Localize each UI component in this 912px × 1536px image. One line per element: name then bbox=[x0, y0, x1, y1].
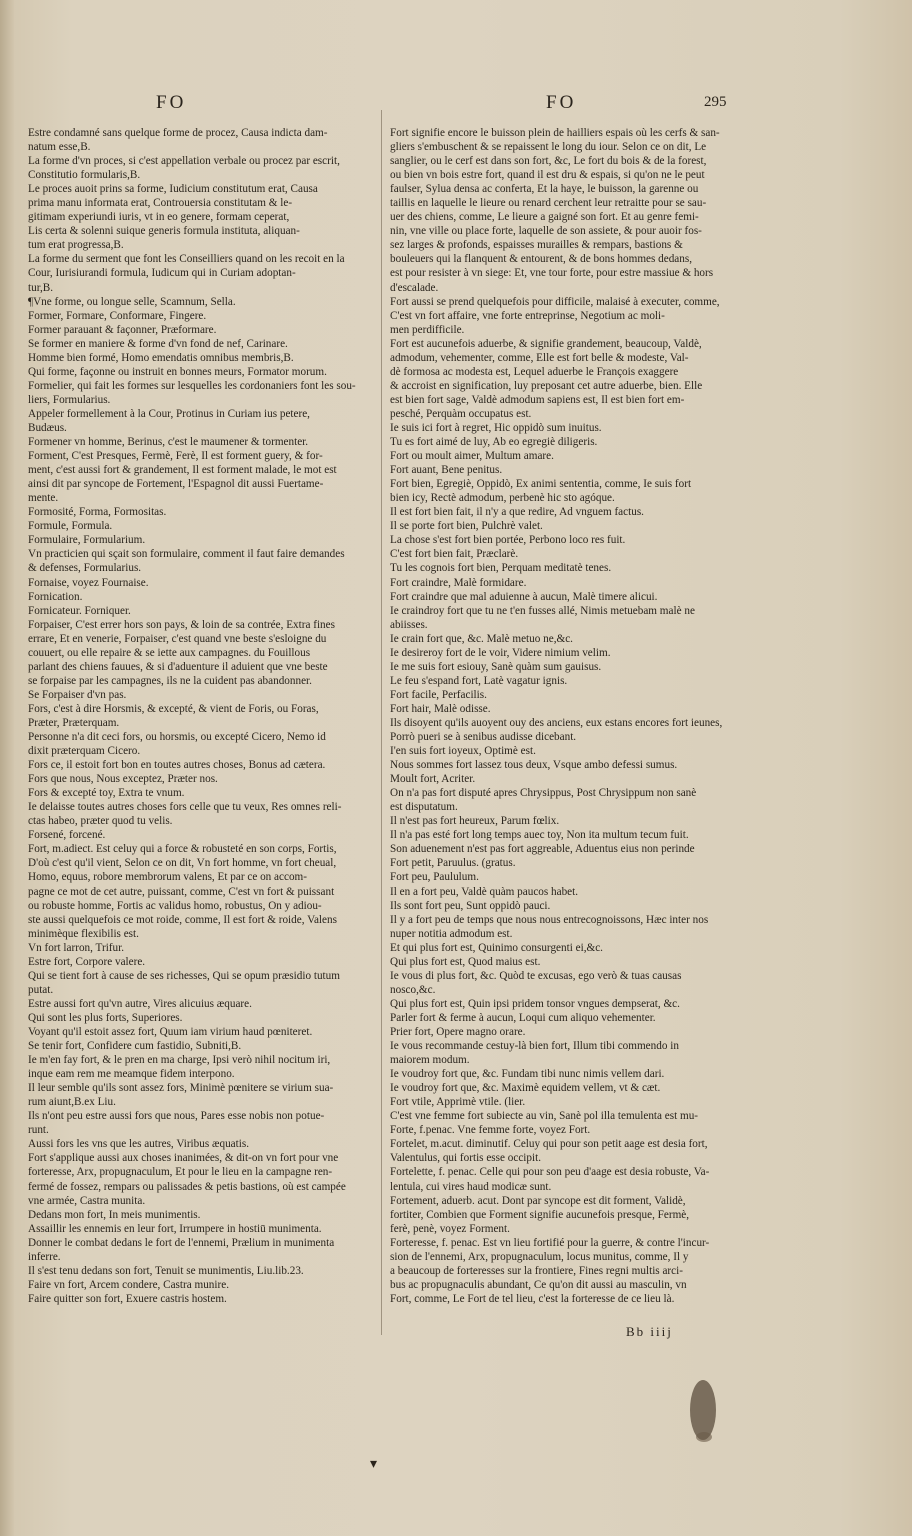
text-line: Præter, Præterquam. bbox=[28, 716, 120, 729]
text-line: C'est fort bien fait, Præclarè. bbox=[390, 548, 519, 561]
text-line: Ie craindroy fort que tu ne t'en fusses allé, Nimis metuebam malè ne bbox=[390, 604, 695, 617]
text-line: Il s'est tenu dedans son fort, Tenuit se munimentis, Liu.lib.23. bbox=[28, 1264, 304, 1277]
binding-gutter bbox=[0, 0, 14, 1536]
text-line: tum erat progressa,B. bbox=[28, 239, 124, 252]
text-line: errare, Et en venerie, Forpaiser, c'est quand vne beste s'esloigne du bbox=[28, 632, 327, 645]
text-line: Se tenir fort, Confidere cum fastidio, Subniti,B. bbox=[28, 1040, 242, 1053]
text-line: pagne ce mot de cet autre, puissant, comme, C'est vn fort & puissant bbox=[28, 885, 335, 898]
text-line: ctas habeo, præter quod tu velis. bbox=[28, 815, 173, 828]
text-line: Donner le combat dedans le fort de l'ennemi, Prælium in munimenta bbox=[28, 1236, 335, 1249]
text-line: mente. bbox=[28, 492, 59, 505]
text-line: Il est fort bien fait, il n'y a que redire, Ad vnguem factus. bbox=[390, 506, 644, 519]
text-line: Le proces auoit prins sa forme, Iudicium constitutum erat, Causa bbox=[28, 183, 318, 196]
text-line: Ie suis ici fort à regret, Hic oppidò sum inuitus. bbox=[390, 421, 602, 434]
text-line: Appeler formellement à la Cour, Protinus in Curiam ius petere, bbox=[28, 407, 310, 420]
text-line: inferre. bbox=[28, 1250, 61, 1263]
text-line: prima manu informata erat, Controuersia constitutam & le- bbox=[28, 197, 293, 210]
text-line: d'escalade. bbox=[390, 281, 439, 294]
text-line: Ie voudroy fort que, &c. Maximè equidem vellem, vt & cæt. bbox=[390, 1082, 661, 1095]
text-line: Formulaire, Formularium. bbox=[28, 534, 146, 547]
text-line: Dedans mon fort, In meis munimentis. bbox=[28, 1208, 201, 1221]
text-line: Vn practicien qui sçait son formulaire, comment il faut faire demandes bbox=[28, 548, 345, 561]
text-line: Il se porte fort bien, Pulchrè valet. bbox=[390, 520, 543, 533]
text-line: Fort s'applique aussi aux choses inanimées, & dit-on vn fort pour vne bbox=[28, 1152, 339, 1165]
text-line: minimèque flexibilis est. bbox=[28, 927, 139, 940]
text-line: gitimam experiundi iuris, vt in eo genere, formam ceperat, bbox=[28, 211, 290, 224]
text-line: Qui plus fort est, Quin ipsi pridem tonsor vngues dempserat, &c. bbox=[390, 997, 680, 1010]
text-line: Valentulus, qui fortis esse occipit. bbox=[390, 1152, 542, 1165]
text-line: Fort bien, Egregiè, Oppidò, Ex animi sententia, comme, Ie suis fort bbox=[390, 478, 692, 491]
text-line: ment, c'est aussi fort & grandement, Il est forment malade, le mot est bbox=[28, 464, 337, 477]
text-line: Fort petit, Paruulus. (gratus. bbox=[390, 857, 516, 870]
text-line: Forteresse, f. penac. Est vn lieu fortifié pour la guerre, & contre l'incur- bbox=[390, 1236, 710, 1249]
text-line: Qui forme, façonne ou instruit en bonnes meurs, Formator morum. bbox=[28, 365, 327, 378]
text-line: & defenses, Formularius. bbox=[28, 562, 142, 575]
ink-stain bbox=[690, 1380, 716, 1440]
text-line: parlant des chiens fauues, & si d'aduenture il aduient que vne beste bbox=[28, 660, 328, 673]
text-line: ¶Vne forme, ou longue selle, Scamnum, Sella. bbox=[28, 295, 236, 308]
text-line: Le feu s'espand fort, Latè vagatur ignis. bbox=[390, 674, 568, 687]
text-line: Il y a fort peu de temps que nous nous entrecognoissons, Hæc inter nos bbox=[390, 913, 709, 926]
text-line: fortiter, Combien que Forment signifie aucunefois presque, Fermè, bbox=[390, 1208, 690, 1221]
text-line: Fort hair, Malè odisse. bbox=[390, 702, 491, 715]
text-line: Homo, equus, robore membrorum valens, Et par ce on accom- bbox=[28, 871, 307, 884]
text-line: Fort signifie encore le buisson plein de hailliers espais où les cerfs & san- bbox=[390, 127, 720, 139]
text-line: Il en a fort peu, Valdè quàm paucos habet. bbox=[390, 885, 579, 898]
text-line: ou robuste homme, Fortis ac validus homo, robustus, On y adiou- bbox=[28, 899, 322, 912]
text-line: Parler fort & ferme à aucun, Loqui cum aliquo vehementer. bbox=[390, 1011, 656, 1024]
text-line: Ie delaisse toutes autres choses fors celle que tu veux, Res omnes reli- bbox=[28, 801, 342, 814]
text-line: Ils disoyent qu'ils auoyent ouy des anciens, eux estans encores fort ieunes, bbox=[390, 716, 723, 729]
text-line: Fort auant, Bene penitus. bbox=[390, 464, 503, 477]
text-line: Fornication. bbox=[28, 590, 83, 603]
text-line: Faire quitter son fort, Exuere castris hostem. bbox=[28, 1292, 227, 1305]
text-line: maiorem modum. bbox=[390, 1054, 470, 1067]
text-line: sion de l'ennemi, Arx, propugnaculum, locus munitus, comme, Il y bbox=[390, 1250, 689, 1263]
text-line: Forment, C'est Presques, Fermè, Ferè, Il est forment guery, & for- bbox=[28, 450, 323, 463]
text-line: Formelier, qui fait les formes sur lesquelles les cordonaniers font les sou- bbox=[28, 379, 356, 392]
text-line: Se Forpaiser d'vn pas. bbox=[28, 688, 127, 701]
text-line: Fort ou moult aimer, Multum amare. bbox=[390, 450, 554, 463]
text-line: Fort aussi se prend quelquefois pour difficile, malaisé à executer, comme, bbox=[390, 295, 720, 308]
text-line: fermé de fossez, rempars ou palissades & petis bastions, où est campée bbox=[28, 1180, 346, 1193]
text-line: Estre fort, Corpore valere. bbox=[28, 955, 146, 968]
text-line: Ie me suis fort esiouy, Sanè quàm sum gauisus. bbox=[390, 660, 602, 673]
text-line: Tu es fort aimé de luy, Ab eo egregiè diligeris. bbox=[390, 436, 598, 449]
page-number: 295 bbox=[704, 94, 727, 110]
text-line: faulser, Sylua densa ac conferta, Et la haye, le buisson, la garenne ou bbox=[390, 183, 699, 196]
text-line: Aussi fors les vns que les autres, Viribus æquatis. bbox=[28, 1138, 249, 1151]
text-line: Ie desireroy fort de le voir, Videre nimium velim. bbox=[390, 646, 611, 659]
text-line: Fors que nous, Nous exceptez, Præter nos. bbox=[28, 773, 218, 786]
text-line: est disputatum. bbox=[390, 801, 458, 814]
text-line: Former, Formare, Conformare, Fingere. bbox=[28, 309, 207, 322]
text-line: Tu les cognois fort bien, Perquam meditatè tenes. bbox=[390, 562, 612, 575]
text-line: Il leur semble qu'ils sont assez fors, Minimè pœnitere se virium sua- bbox=[28, 1082, 334, 1095]
text-line: putat. bbox=[28, 983, 54, 996]
text-line: Fornicateur. Forniquer. bbox=[28, 604, 131, 617]
text-line: Qui plus fort est, Quod maius est. bbox=[390, 955, 541, 968]
text-line: pesché, Perquàm occupatus est. bbox=[390, 407, 532, 420]
text-line: tur,B. bbox=[28, 281, 54, 294]
text-line: admodum, vehementer, comme, Elle est fort belle & modeste, Val- bbox=[390, 351, 689, 364]
text-line: La forme d'vn proces, si c'est appellation verbale ou procez par escrit, bbox=[28, 155, 340, 168]
text-line: ainsi dit par syncope de Fortement, l'Espagnol dit aussi Fuertame- bbox=[28, 478, 324, 491]
text-line: Fort craindre, Malè formidare. bbox=[390, 576, 527, 589]
text-line: Ie vous recommande cestuy-là bien fort, Illum tibi commendo in bbox=[390, 1040, 679, 1053]
text-line: rum aiunt,B.ex Liu. bbox=[28, 1096, 116, 1109]
text-line: dè formosa ac modesta est, Lequel aduerbe le François exaggere bbox=[390, 365, 679, 378]
text-line: Prier fort, Opere magno orare. bbox=[390, 1026, 526, 1038]
running-head-right: FO bbox=[546, 92, 577, 113]
text-line: men perdifficile. bbox=[390, 323, 465, 336]
text-line: abiisses. bbox=[390, 618, 428, 631]
text-line: est pour resister à vn siege: Et, vne tour forte, pour estre massiue & hors bbox=[390, 267, 714, 280]
running-head-left: FO bbox=[156, 92, 187, 113]
text-line: se forpaise par les campagnes, ils ne la cuident pas abandonner. bbox=[28, 674, 312, 687]
text-line: Fort, comme, Le Fort de tel lieu, c'est la forteresse de ce lieu là. bbox=[390, 1292, 675, 1305]
text-line: Estre condamné sans quelque forme de procez, Causa indicta dam- bbox=[28, 127, 328, 139]
text-line: dixit præterquam Cicero. bbox=[28, 745, 141, 758]
text-line: vne armée, Castra munita. bbox=[28, 1194, 146, 1207]
text-line: Ie voudroy fort que, &c. Fundam tibi nunc nimis vellem dari. bbox=[390, 1068, 665, 1081]
text-line: Fort craindre que mal aduienne à aucun, Malè timere alicui. bbox=[390, 590, 658, 603]
stray-ink-mark: ▾ bbox=[370, 1457, 378, 1472]
text-line: runt. bbox=[28, 1124, 49, 1137]
text-line: natum esse,B. bbox=[28, 141, 91, 154]
text-line: Forte, f.penac. Vne femme forte, voyez Fort. bbox=[390, 1124, 591, 1137]
text-line: Budæus. bbox=[28, 421, 67, 434]
text-line: Formule, Formula. bbox=[28, 520, 113, 533]
text-line: Fort peu, Paululum. bbox=[390, 871, 479, 884]
column-divider bbox=[381, 110, 382, 1335]
text-line: bus ac propugnaculis abundant, Ce qu'on dit aussi au masculin, vn bbox=[390, 1278, 687, 1291]
text-line: Se former en maniere & forme d'vn fond de nef, Carinare. bbox=[28, 337, 288, 350]
text-line: Fortelette, f. penac. Celle qui pour son peu d'aage est desia robuste, Va- bbox=[390, 1166, 710, 1179]
text-line: Fort, m.adiect. Est celuy qui a force & robusteté en son corps, Fortis, bbox=[28, 843, 337, 856]
text-line: Voyant qu'il estoit assez fort, Quum iam virium haud pœniteret. bbox=[28, 1026, 313, 1038]
text-line: La forme du serment que font les Conseilliers quand on les recoit en la bbox=[28, 253, 345, 266]
text-line: taillis en laquelle le lieure ou renard cerchent leur retraitte pour se sau- bbox=[390, 197, 707, 210]
text-line: gliers s'embuschent & se repaissent le long du iour. Selon ce on dit, Le bbox=[390, 141, 707, 154]
text-line: Homme bien formé, Homo emendatis omnibus membris,B. bbox=[28, 351, 294, 364]
text-line: Et qui plus fort est, Quinimo consurgenti ei,&c. bbox=[390, 941, 603, 954]
text-line: C'est vne femme fort subiecte au vin, Sanè pol illa temulenta est mu- bbox=[390, 1110, 699, 1123]
text-line: Fortelet, m.acut. diminutif. Celuy qui pour son petit aage est desia fort, bbox=[390, 1138, 708, 1151]
text-line: Cour, Iurisiurandi formula, Iudicum qui in Curiam adoptan- bbox=[28, 267, 296, 280]
text-line: sez larges & profonds, espaisses murailles & rempars, bastions & bbox=[390, 239, 683, 252]
text-line: Constitutio formularis,B. bbox=[28, 169, 141, 182]
text-line: Forpaiser, C'est errer hors son pays, & loin de sa contrée, Extra fines bbox=[28, 618, 335, 631]
text-line: Formener vn homme, Berinus, c'est le maumener & tormenter. bbox=[28, 436, 309, 449]
text-line: lentula, cui vires haud modicæ sunt. bbox=[390, 1180, 552, 1193]
text-line: Assaillir les ennemis en leur fort, Irrumpere in hostiū munimenta. bbox=[28, 1222, 322, 1235]
text-line: Fors ce, il estoit fort bon en toutes autres choses, Bonus ad cætera. bbox=[28, 759, 326, 772]
ink-stain bbox=[696, 1432, 712, 1442]
text-line: Ils sont fort peu, Sunt oppidò pauci. bbox=[390, 899, 551, 912]
text-line: Ie crain fort que, &c. Malè metuo ne,&c. bbox=[390, 632, 573, 645]
text-line: nosco,&c. bbox=[390, 983, 436, 996]
text-line: nuper notitia admodum est. bbox=[390, 927, 513, 940]
text-line: Fors, c'est à dire Horsmis, & excepté, & vient de Foris, ou Foras, bbox=[28, 702, 319, 715]
text-line: Fort vtile, Apprimè vtile. (lier. bbox=[390, 1096, 526, 1109]
text-line: Moult fort, Acriter. bbox=[390, 773, 476, 786]
text-line: ferè, penè, voyez Forment. bbox=[390, 1222, 510, 1235]
text-line: Porrò pueri se à senibus audisse dicebant. bbox=[390, 731, 577, 744]
text-line: Fort est aucunefois aduerbe, & signifie grandement, beaucoup, Valdè, bbox=[390, 337, 702, 350]
text-line: Personne n'a dit ceci fors, ou horsmis, ou excepté Cicero, Nemo id bbox=[28, 731, 326, 744]
text-line: Fornaise, voyez Fournaise. bbox=[28, 576, 149, 589]
text-line: Vn fort larron, Trifur. bbox=[28, 941, 125, 954]
text-line: Ie m'en fay fort, & le pren en ma charge, Ipsi verò nihil nocitum iri, bbox=[28, 1054, 331, 1067]
text-line: Formosité, Forma, Formositas. bbox=[28, 506, 167, 519]
text-line: La chose s'est fort bien portée, Perbono loco res fuit. bbox=[390, 534, 626, 547]
text-line: Fors & excepté toy, Extra te vnum. bbox=[28, 787, 185, 800]
text-line: uer des chiens, comme, Le lieure a gaigné son fort. Et au genre femi- bbox=[390, 211, 699, 224]
text-line: a beaucoup de forteresses sur la frontiere, Fines regni multis arci- bbox=[390, 1264, 683, 1277]
right-column bbox=[390, 126, 736, 1306]
text-line: D'où c'est qu'il vient, Selon ce on dit, Vn fort homme, vn fort cheual, bbox=[28, 857, 337, 870]
text-line: Fortement, aduerb. acut. Dont par syncope est dit forment, Validè, bbox=[390, 1194, 686, 1207]
text-line: Faire vn fort, Arcem condere, Castra munire. bbox=[28, 1278, 229, 1291]
text-line: & accroist en signification, luy preposant cet autre aduerbe, bien. Elle bbox=[390, 379, 703, 392]
text-line: Estre aussi fort qu'vn autre, Vires alicuius æquare. bbox=[28, 997, 252, 1010]
text-line: Son aduenement n'est pas fort aggreable, Aduentus eius non perinde bbox=[390, 843, 695, 856]
text-line: Qui se tient fort à cause de ses richesses, Qui se opum præsidio tutum bbox=[28, 969, 340, 982]
text-line: C'est vn fort affaire, vne forte entreprinse, Negotium ac moli- bbox=[390, 309, 665, 322]
text-line: On n'a pas fort disputé apres Chrysippus, Post Chrysippum non sanè bbox=[390, 787, 697, 800]
signature-mark: Bb iiij bbox=[626, 1324, 673, 1339]
text-line: Fort facile, Perfacilis. bbox=[390, 688, 487, 701]
left-column bbox=[28, 126, 374, 1306]
text-line: Il n'est pas fort heureux, Parum fœlix. bbox=[390, 815, 560, 828]
text-line: sanglier, ou le cerf est dans son fort, &c, Le fort du bois & de la forest, bbox=[390, 155, 707, 168]
text-line: I'en suis fort ioyeux, Optimè est. bbox=[390, 745, 536, 758]
text-line: bien icy, Rectè admodum, perbenè hic sto agóque. bbox=[390, 492, 615, 505]
text-line: ou bien vn bois estre fort, quand il est dru & espais, si qu'on ne le peut bbox=[390, 169, 705, 182]
text-line: couuert, ou elle repaire & se iette aux campagnes. du Fouillous bbox=[28, 646, 311, 659]
text-line: Former parauant & façonner, Præformare. bbox=[28, 323, 217, 336]
text-line: nin, vne ville ou place forte, laquelle de son assiete, & pour auoir fos- bbox=[390, 225, 702, 238]
text-line: Forsené, forcené. bbox=[28, 829, 106, 842]
text-line: Ie vous di plus fort, &c. Quòd te excusas, ego verò & tuas causas bbox=[390, 969, 682, 982]
text-line: est bien fort sage, Valdè admodum sapiens est, Il est bien fort em- bbox=[390, 393, 685, 406]
text-line: ste aussi quelquefois ce mot roide, comme, Il est fort & roide, Valens bbox=[28, 913, 337, 926]
text-line: Qui sont les plus forts, Superiores. bbox=[28, 1011, 183, 1024]
text-line: forteresse, Arx, propugnaculum, Et pour le lieu en la campagne ren- bbox=[28, 1166, 333, 1179]
text-line: inque eam rem me meamque fidem interpono. bbox=[28, 1068, 235, 1081]
text-line: liers, Formularius. bbox=[28, 393, 111, 406]
text-line: Il n'a pas esté fort long temps auec toy, Non ita multum tecum fuit. bbox=[390, 829, 689, 842]
text-line: Nous sommes fort lassez tous deux, Vsque ambo defessi sumus. bbox=[390, 759, 678, 772]
text-line: Lis certa & solenni suique generis formula instituta, aliquan- bbox=[28, 225, 300, 238]
text-line: bouleuers qui la flanquent & entourent, & de bons hommes dedans, bbox=[390, 253, 692, 266]
text-line: Ils n'ont peu estre aussi fors que nous, Pares esse nobis non potue- bbox=[28, 1110, 325, 1123]
